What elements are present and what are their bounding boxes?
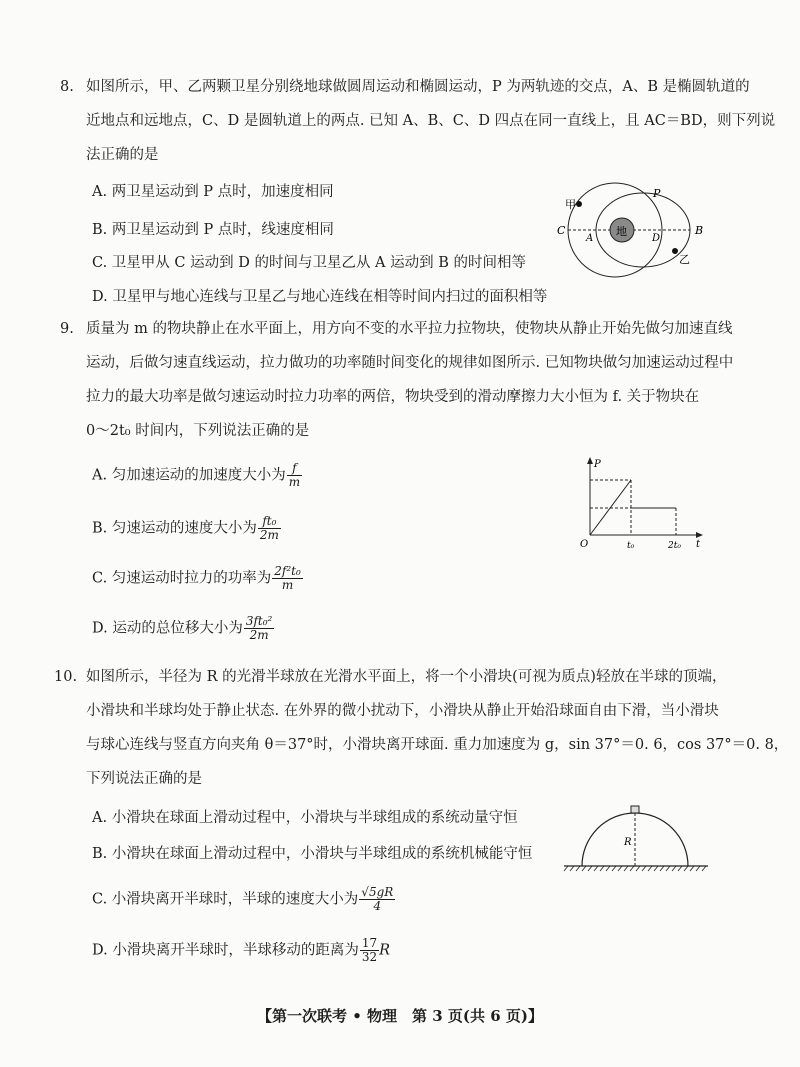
label-r: R	[624, 837, 632, 848]
question-text: 法正确的是	[86, 147, 159, 163]
fraction	[360, 937, 379, 964]
question-number: 10.	[54, 669, 78, 685]
small-block	[631, 806, 639, 813]
question-text: 运动，后做匀速直线运动，拉力做功的功率随时间变化的规律如图所示. 已知物块做匀加速运动过程中	[86, 355, 734, 371]
option-text: B. 匀速运动的速度大小为	[92, 520, 257, 537]
fraction	[272, 565, 303, 592]
question-text: 如图所示，甲、乙两颗卫星分别绕地球做圆周运动和椭圆运动，P 为两轨迹的交点，A、B 是椭圆轨道的	[86, 79, 750, 95]
option-b: B. 两卫星运动到 P 点时，线速度相同	[92, 222, 334, 238]
question-9	[60, 312, 734, 448]
option-text: C. 小滑块离开半球时，半球的速度大小为	[92, 891, 359, 908]
option-text: D. 小滑块离开半球时，半球移动的距离为	[92, 942, 359, 959]
page-footer: 【第一次联考 • 物理 第 3 页(共 6 页)】	[257, 1007, 543, 1025]
label-2t0: 2t₀	[668, 541, 681, 551]
label-t0: t₀	[627, 541, 635, 551]
label-p: P	[653, 187, 661, 200]
x-axis-arrow	[696, 532, 703, 538]
question-text: 拉力的最大功率是做匀速运动时拉力功率的两倍，物块受到的滑动摩擦力大小恒为 f. 关于物块在	[86, 389, 700, 405]
label-c: C	[557, 224, 566, 237]
label-p: P	[594, 459, 601, 470]
label-a: A	[586, 233, 594, 244]
hemisphere-diagram	[562, 800, 712, 880]
option-text: A. 匀加速运动的加速度大小为	[92, 467, 286, 484]
question-text: 近地点和远地点，C、D 是圆轨道上的两点. 已知 A、B、C、D 四点在同一直线上，且 AC＝BD，则下列说	[86, 113, 776, 129]
label-t: t	[696, 539, 701, 550]
numerator: f	[287, 462, 302, 476]
option-a: A. 两卫星运动到 P 点时，加速度相同	[92, 184, 334, 200]
denominator: 2m	[259, 528, 279, 542]
denominator: 32	[361, 950, 378, 964]
denominator: 2m	[249, 628, 269, 642]
fraction	[359, 886, 395, 913]
option-c	[92, 565, 303, 592]
question-text: 小滑块和半球均处于静止状态. 在外界的微小扰动下，小滑块从静止开始沿球面自由下滑，当小滑块	[86, 703, 719, 719]
option-tail: R	[379, 942, 391, 959]
satellite-jia	[576, 201, 582, 207]
option-c	[92, 886, 395, 913]
label-d: D	[652, 233, 661, 244]
denominator: m	[288, 475, 301, 489]
y-axis-arrow	[587, 457, 593, 464]
numerator: √5gR	[361, 885, 394, 899]
option-c: C. 卫星甲从 C 运动到 D 的时间与卫星乙从 A 运动到 B 的时间相等	[92, 255, 527, 271]
option-text: D. 运动的总位移大小为	[92, 620, 243, 637]
fraction	[287, 462, 302, 489]
question-number: 9.	[60, 321, 74, 337]
option-d	[92, 937, 390, 964]
fraction	[258, 515, 281, 542]
label-jia: 甲	[565, 198, 576, 211]
label-yi: 乙	[679, 253, 690, 266]
question-text: 质量为 m 的物块静止在水平面上，用方向不变的水平拉力拉物块，使物块从静止开始先做匀加速直线	[86, 321, 733, 337]
question-10	[54, 660, 789, 796]
question-number: 8.	[60, 79, 74, 95]
numerator: 3ft₀²	[245, 614, 273, 628]
option-a: A. 小滑块在球面上滑动过程中，小滑块与半球组成的系统动量守恒	[92, 810, 518, 826]
earth-label: 地	[616, 225, 627, 238]
numerator: ft₀	[258, 515, 281, 529]
label-b: B	[695, 224, 704, 237]
ground-hatch	[564, 866, 706, 871]
question-text: 下列说法正确的是	[86, 771, 202, 787]
numerator: 2f²t₀	[274, 564, 301, 578]
satellite-yi	[672, 248, 678, 254]
option-a	[92, 462, 302, 489]
numerator: 17	[361, 936, 378, 950]
option-d	[92, 615, 274, 642]
question-text: 与球心连线与竖直方向夹角 θ＝37°时，小滑块离开球面. 重力加速度为 g，sin 37°＝0. 6，cos 37°＝0. 8，	[86, 737, 789, 753]
option-d: D. 卫星甲与地心连线与卫星乙与地心连线在相等时间内扫过的面积相等	[92, 289, 548, 305]
label-o: O	[580, 539, 589, 550]
option-b: B. 小滑块在球面上滑动过程中，小滑块与半球组成的系统机械能守恒	[92, 846, 533, 862]
orbit-diagram	[555, 175, 715, 285]
denominator: 4	[373, 899, 382, 913]
fraction	[244, 615, 275, 642]
power-time-graph	[572, 455, 707, 555]
denominator: m	[281, 578, 294, 592]
option-b	[92, 515, 281, 542]
question-text: 如图所示，半径为 R 的光滑半球放在光滑水平面上，将一个小滑块(可视为质点)轻放在半球的顶端，	[86, 669, 727, 685]
question-text: 0～2t₀ 时间内，下列说法正确的是	[86, 423, 310, 439]
option-text: C. 匀速运动时拉力的功率为	[92, 570, 272, 587]
question-8	[60, 70, 776, 172]
